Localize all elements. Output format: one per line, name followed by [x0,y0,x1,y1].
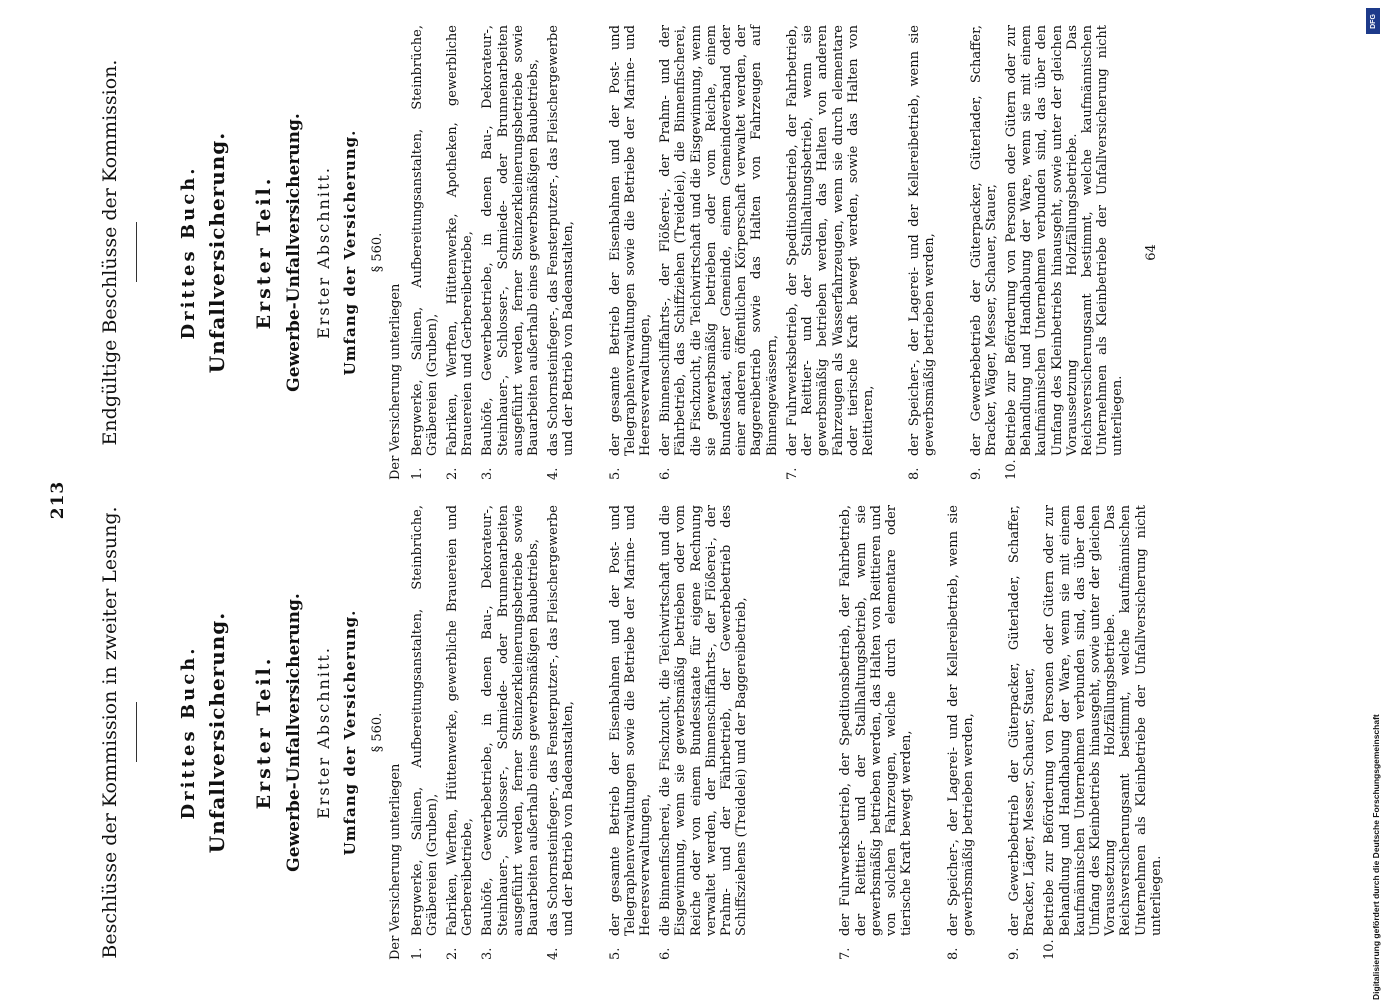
item-number: 9. [968,467,984,480]
spacer [582,25,608,480]
heading-rule [136,223,137,283]
page-footer-number: 64 [1143,244,1159,261]
list-item [546,25,576,480]
item-text: das Schornsteinfeger-, das Fensterputzer-, das Fleischergewerbe und der Betrieb von Badeanstalten, [546,505,577,936]
book-heading: Drittes Buch. [178,645,199,820]
item-number: 10. [1042,939,1058,960]
intro-text: Der Versicherung unterliegen [388,283,404,480]
list-item [608,505,654,960]
paragraph-sign: § 560. [370,232,386,273]
item-text: Betriebe zur Beförderung von Personen oder Gütern oder zur Behandlung und Handhabung der Ware, wenn sie mit einem kaufmännischen Unternehmen verbunden sind, das über den Umfang des Kleinbetriebs hinausgeht, sowie unter der gleichen Voraussetzung Holzfällungsbetriebe. Das Reichsversicherungsamt bestimmt, welche kaufmännischen Unternehmen als Kleinbetriebe der Unfallversicherung nicht unterliegen. [1003,25,1126,456]
list-item [907,25,937,480]
paragraph-sign: § 560. [370,712,386,753]
book-title: Unfallversicherung. [205,611,230,854]
item-text: der Binnenschiffahrts-, der Flößerei-, der Prahm- und der Fährbetrieb, das Schiffziehen (Treidelei), die Binnenfischerei, die Fischzucht, die Teichwirtschaft und die Eisgewinnung, wenn sie gewerbsmäßig betrieben oder vom Reiche, einem Bundesstaat, einer Gemeinde, einem Gemeindeverband oder einer anderen öffentlichen Körperschaft verwaltet werden, der Baggereibetrieb sowie das Halten von Fahrzeugen auf Binnengewässern, [658,25,780,456]
item-text: der Fuhrwerksbetrieb, der Speditionsbetrieb, der Fahrbetrieb, der Reittier- und der Stallhaltungsbetrieb, wenn sie gewerbsmäßig betrieben werden, das Halten von Reittieren und von solchen Fahrzeugen, welche durch elementare oder tierische Kraft bewegt werden, [838,505,915,936]
item-number: 9. [1006,947,1022,960]
item-number: 10. [1003,459,1019,480]
book-title: Unfallversicherung. [205,131,230,374]
heading-rule [136,703,137,763]
digitization-sidebar [1358,0,1383,1000]
list-item [658,505,749,960]
item-number: 3. [480,467,496,480]
item-number: 8. [907,467,923,480]
item-number: 6. [658,947,674,960]
item-number: 3. [480,947,496,960]
item-number: 7. [838,947,854,960]
item-number: 1. [409,467,425,480]
item-text: der Gewerbebetrieb der Güterpacker, Güterlader, Schaffer, Bracker, Läger, Messer, Schauer, Stauer, [1006,505,1038,936]
list-item [1007,505,1037,960]
item-text: das Schornsteinfeger-, das Fensterputzer-, das Fleischergewerbe und der Betrieb von Badeanstalten, [546,25,577,456]
book-heading: Drittes Buch. [178,165,199,340]
item-text: der Fuhrwerksbetrieb, der Speditionsbetrieb, der Fahrbetrieb, der Reittier- und der Stallhaltungsbetrieb, wenn sie gewerbsmäßig betrieben werden, das Halten von anderen Fahrzeugen als Wasserfahrzeugen, wenn sie durch elementare oder tierische Kraft bewegt werden, sowie das Halten von Reittieren, [784,25,876,456]
left-column [92,505,1322,960]
spacer [943,25,969,480]
list-item [445,505,475,960]
list-item [946,505,976,960]
list-item [480,505,541,960]
page-number: 213 [48,480,68,520]
left-column-heading: Beschlüsse der Kommission in zweiter Lesung. [99,506,121,959]
list-item [410,505,440,960]
part-title: Gewerbe-Unfallversicherung. [283,593,304,872]
item-text: der Gewerbebetrieb der Güterpacker, Güterlader, Schaffer, Bracker, Wäger, Messer, Schauer, Stauer, [968,25,999,456]
digitization-note: Digitalisierung gefördert durch die Deutsche Forschungsgemeinschaft [1371,714,1381,1000]
item-number: 6. [658,467,674,480]
dfg-logo-icon [1366,8,1380,34]
item-number: 4. [546,467,562,480]
list-item [969,25,999,480]
section-heading: Erster Abschnitt. [313,646,333,819]
list-item [1042,505,1164,960]
item-number: 4. [546,947,562,960]
right-column [92,25,1322,480]
item-text: Bergwerke, Salinen, Aufbereitungsanstalten, Steinbrüche, Gräbereien (Gruben), [409,505,440,936]
spacer [981,505,1007,960]
item-text: der Speicher-, der Lagerei- und der Kellereibetrieb, wenn sie gewerbsmäßig betrieben werden, [945,505,976,936]
item-text: Bauhöfe, Gewerbebetriebe, in denen Bau-, Dekorateur-, Steinhauer-, Schlosser-, Schmiede- oder Brunnenarbeiten ausgeführt werden, ferner Steinzerkleinerungsbetriebe sowie Bauarbeiten außerhalb eines gewerbsmäßigen Baubetriebs, [480,505,542,936]
item-text: Bergwerke, Salinen, Aufbereitungsanstalten, Steinbrüche, Gräbereien (Gruben), [409,25,440,456]
scope-heading: Umfang der Versicherung. [341,609,360,856]
item-text: Betriebe zur Beförderung von Personen oder Gütern oder zur Behandlung und Handhabung der Ware, wenn sie mit einem kaufmännischen Unternehmen verbunden sind, das über den Umfang des Kleinbetriebs hinausgeht, sowie unter der gleichen Voraussetzung Holzfällungsbetriebe. Das Reichsversicherungsamt bestimmt, welche kaufmännischen Unternehmen als Kleinbetriebe der Unfallversicherung nicht unterliegen. [1042,505,1164,936]
part-title: Gewerbe-Unfallversicherung. [283,113,304,392]
list-item [785,25,876,480]
spacer [881,25,907,480]
item-text: Fabriken, Werften, Hüttenwerke, Apotheken, gewerbliche Brauereien und Gerbereibetriebe, [445,25,476,456]
intro-text: Der Versicherung unterliegen [388,763,404,960]
spacer [582,505,608,960]
list-item [608,25,654,480]
item-text: der Speicher-, der Lagerei- und der Kellereibetrieb, wenn sie gewerbsmäßig betrieben werden, [907,25,938,456]
item-text: der gesamte Betrieb der Eisenbahnen und der Post- und Telegraphenverwaltungen sowie die Betriebe der Marine- und Heeresverwaltungen, [607,505,654,936]
list-item [410,25,440,480]
item-number: 2. [445,947,461,960]
list-item [480,25,541,480]
item-text: Fabriken, Werften, Hüttenwerke, gewerbliche Brauereien und Gerbereibetriebe, [445,505,476,936]
spacer [920,505,946,960]
item-number: 5. [607,947,623,960]
item-number: 5. [607,467,623,480]
list-item [658,25,780,480]
item-text: der gesamte Betrieb der Eisenbahnen und der Post- und Telegraphenverwaltungen sowie die Betriebe der Marine- und Heeresverwaltungen, [607,25,654,456]
item-text: die Binnenfischerei, die Fischzucht, die Teichwirtschaft und die Eisgewinnung, wenn sie gewerbsmäßig betrieben oder vom Reiche oder von einem Bundesstaate für eigene Rechnung verwaltet werden, der Binnenschiffahrts-, der Flößerei-, der Prahm- und der Fährbetrieb, der Gewerbebetrieb des Schiffsziehens (Treidelei) und der Baggereibetrieb, [658,505,750,936]
item-number: 7. [784,467,800,480]
section-heading: Erster Abschnitt. [313,166,333,339]
list-item [838,505,914,960]
item-number: 1. [409,947,425,960]
item-number: 8. [945,947,961,960]
part-heading: Erster Teil. [253,655,276,810]
spacer [754,505,838,960]
scope-heading: Umfang der Versicherung. [341,129,360,376]
dfg-logo-text: DFG [1369,13,1377,29]
right-column-heading: Endgültige Beschlüsse der Kommission. [99,59,121,446]
list-item [546,505,576,960]
part-heading: Erster Teil. [253,175,276,330]
item-number: 2. [445,467,461,480]
item-text: Bauhöfe, Gewerbebetriebe, in denen Bau-, Dekorateur-, Steinhauer-, Schlosser-, Schmiede- oder Brunnenarbeiten ausgeführt werden, ferner Steinzerkleinerungsbetriebe sowie Bauarbeiten außerhalb eines gewerbsmäßigen Baubetriebs, [480,25,542,456]
list-item [445,25,475,480]
list-item [1004,25,1126,480]
